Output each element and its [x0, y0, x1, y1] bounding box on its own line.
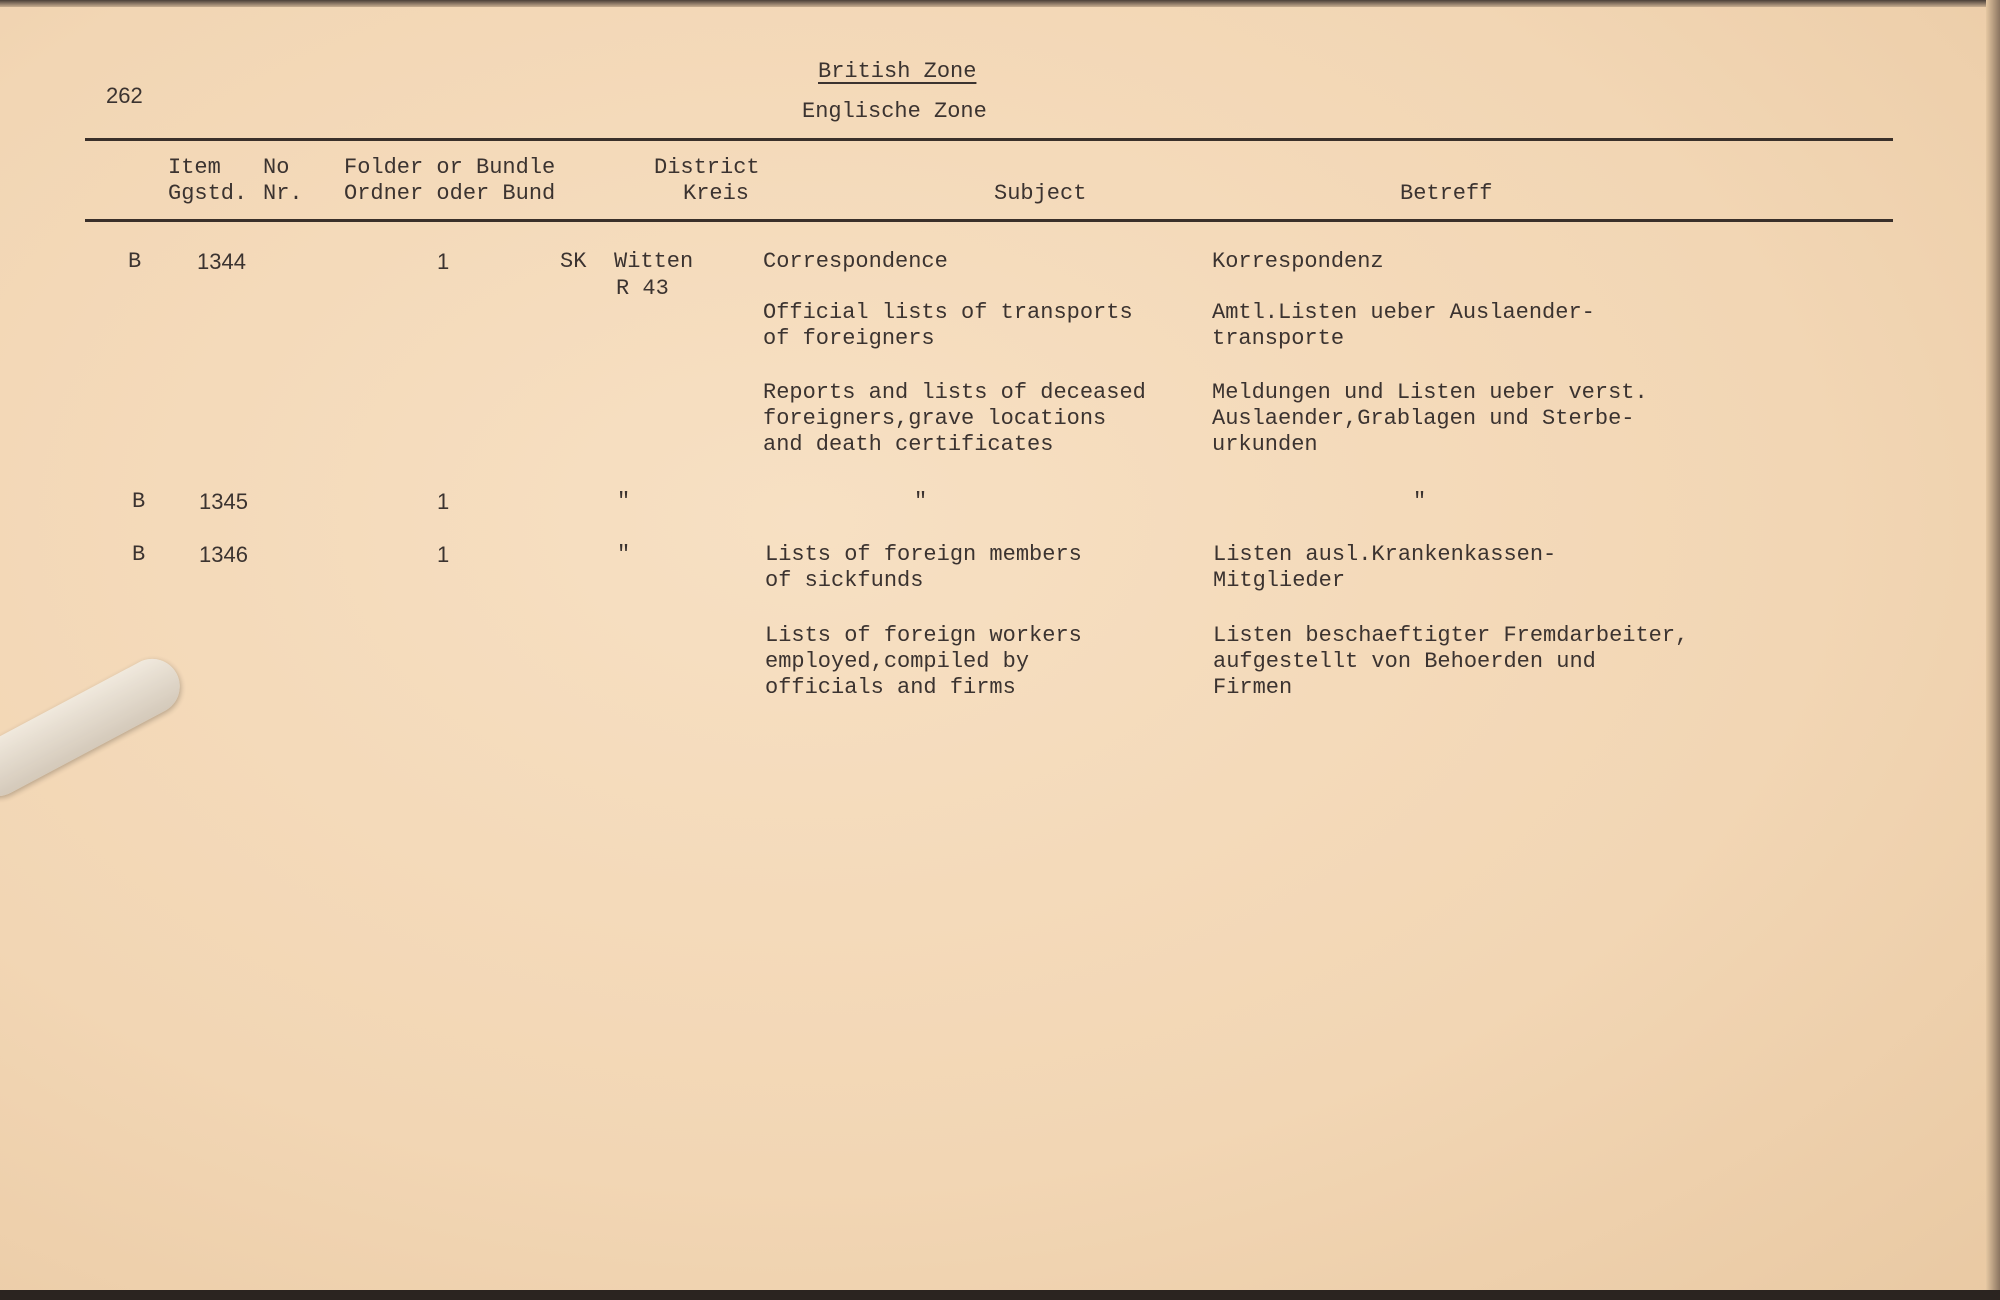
page-subtitle: Englische Zone: [802, 99, 987, 124]
header-folder: Folder or Bundle: [344, 155, 556, 180]
betreff-cell: Amtl.Listen ueber Auslaender- transporte: [1212, 300, 1595, 351]
district-cell: ": [617, 489, 631, 514]
header-top-rule: [85, 138, 1893, 141]
page-bottom-edge: [0, 1290, 2000, 1300]
subject-cell: Official lists of transports of foreigners: [763, 300, 1133, 351]
subject-cell: ": [914, 489, 928, 514]
betreff-cell: Meldungen und Listen ueber verst. Auslaender,Grablagen und Sterbe- urkunden: [1212, 380, 1648, 457]
betreff-cell: ": [1413, 489, 1427, 514]
folder-cell: 1: [437, 489, 450, 514]
item-cell: B: [128, 249, 142, 274]
item-cell: B: [132, 542, 146, 567]
folder-cell: 1: [437, 542, 450, 567]
page-title: British Zone: [818, 59, 977, 84]
betreff-cell: Korrespondenz: [1212, 249, 1384, 274]
betreff-cell: Listen beschaeftigter Fremdarbeiter, aufgestellt von Behoerden und Firmen: [1213, 623, 1689, 700]
betreff-cell: Listen ausl.Krankenkassen- Mitglieder: [1213, 542, 1557, 593]
header-nr: Nr.: [263, 181, 303, 206]
subject-cell: Lists of foreign workers employed,compiled by officials and firms: [765, 623, 1082, 700]
no-cell: 1345: [199, 489, 248, 514]
pointer-object: [0, 649, 189, 806]
item-cell: B: [132, 489, 146, 514]
header-kreis: Kreis: [683, 181, 750, 206]
district-cell: Witten: [614, 249, 694, 274]
no-cell: 1344: [197, 249, 246, 274]
header-item: Item: [168, 155, 221, 180]
subject-cell: Correspondence: [763, 249, 948, 274]
header-bottom-rule: [85, 219, 1893, 222]
page-top-edge: [0, 0, 2000, 7]
district-prefix: SK: [560, 249, 587, 274]
folder-cell: 1: [437, 249, 450, 274]
district-cell: ": [617, 542, 631, 567]
subject-cell: Reports and lists of deceased foreigners,grave locations and death certificates: [763, 380, 1146, 457]
district-sub: R 43: [616, 276, 669, 301]
no-cell: 1346: [199, 542, 248, 567]
header-no: No: [263, 155, 290, 180]
header-district: District: [654, 155, 760, 180]
page-number: 262: [106, 83, 143, 108]
header-betreff: Betreff: [1400, 181, 1493, 206]
header-ordner: Ordner oder Bund: [344, 181, 556, 206]
header-ggstd: Ggstd.: [168, 181, 248, 206]
header-subject: Subject: [994, 181, 1087, 206]
subject-cell: Lists of foreign members of sickfunds: [765, 542, 1082, 593]
page-right-edge: [1986, 0, 2000, 1300]
